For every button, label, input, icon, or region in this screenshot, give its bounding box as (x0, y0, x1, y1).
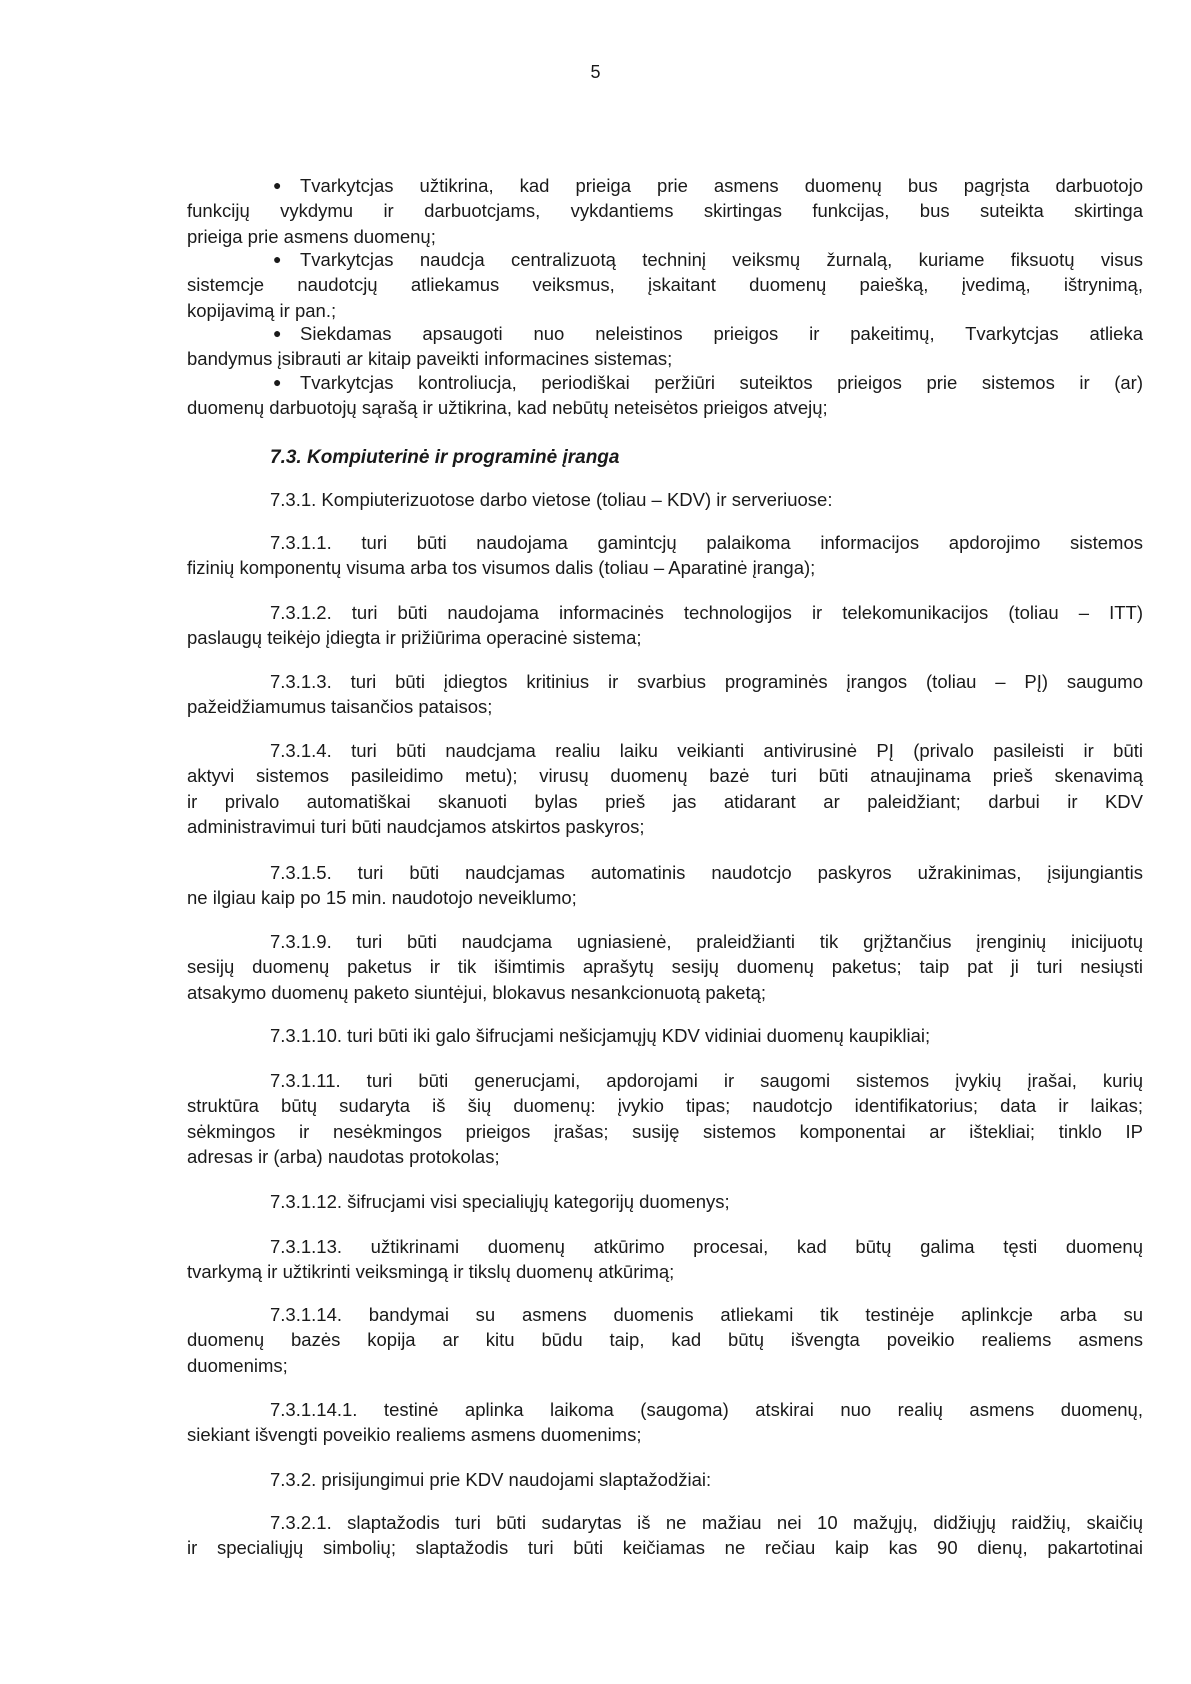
text-line (187, 1535, 1143, 1560)
bullet-item (187, 247, 1143, 323)
line-text: 7.3.1.14.1. testinė aplinka laikoma (saugoma) atskirai nuo realių asmens duomenų, (270, 1399, 1143, 1420)
text-line (187, 625, 1143, 650)
line-text: pažeidžiamumus taisančios pataisos; (187, 696, 493, 718)
paragraph (187, 1023, 1143, 1048)
text-line (187, 1422, 1143, 1447)
paragraph (187, 1467, 1143, 1492)
text-line (187, 1119, 1143, 1144)
bullet-icon: ● (273, 374, 282, 390)
line-text: kopijavimą ir pan.; (187, 299, 337, 321)
text-line (187, 1093, 1143, 1118)
paragraph (187, 929, 1143, 1005)
bullet-item (187, 370, 1143, 421)
line-text: Siekdamas apsaugoti nuo neleistinos prieigos ir pakeitimų, Tvarkytcjas atlieka (300, 323, 1143, 344)
line-text: funkcijų vykdymu ir darbuotcjams, vykdantiems skirtingas funkcijas, bus suteikta skirtinga (187, 200, 1143, 222)
line-text: sėkmingos ir nesėkmingos prieigos įrašas; susiję sistemos komponentai ar ištekliai; tinklo IP (187, 1120, 1143, 1142)
line-text: paslaugų teikėjo įdiegta ir prižiūrima operacinė sistema; (187, 627, 642, 649)
line-text: 7.3.1.1. turi būti naudojama gamintcjų palaikoma informacijos apdorojimo sistemos (270, 532, 1143, 553)
line-text: 7.3.1.9. turi būti naudcjama ugniasienė, praleidžianti tik grįžtančius įrenginių inicijuotų (270, 931, 1143, 952)
text-line (187, 1068, 1143, 1093)
line-text: duomenų bazės kopija ar kitu būdu taip, kad būtų išvengta poveikio realiems asmens (187, 1329, 1143, 1351)
line-text: 7.3.1.12. šifrucjami visi specialiųjų kategorijų duomenys; (270, 1191, 730, 1212)
paragraph (187, 600, 1143, 651)
paragraph (187, 1068, 1143, 1169)
line-text: prieiga prie asmens duomenų; (187, 225, 436, 247)
text-line (187, 1302, 1143, 1327)
paragraph (187, 1234, 1143, 1285)
page-number: 5 (590, 62, 601, 82)
text-line (187, 763, 1143, 788)
paragraph (187, 738, 1143, 839)
text-line (187, 954, 1143, 979)
text-line (187, 669, 1143, 694)
text-line (187, 1259, 1143, 1284)
line-text: 7.3.2. prisijungimui prie KDV naudojami slaptažodžiai: (270, 1469, 712, 1490)
line-text: 7.3.2.1. slaptažodis turi būti sudarytas iš ne mažiau nei 10 mažųjų, didžiųjų raidžių, skaičių (270, 1512, 1143, 1533)
line-text: 7.3.1.5. turi būti naudcjamas automatinis naudotcjo paskyros užrakinimas, įsijungiantis (270, 862, 1143, 883)
line-text: Tvarkytcjas užtikrina, kad prieiga prie asmens duomenų bus pagrįsta darbuotojo (300, 175, 1143, 196)
line-text: 7.3.1.13. užtikrinami duomenų atkūrimo procesai, kad būtų galima tęsti duomenų (270, 1236, 1143, 1257)
line-text: Tvarkytcjas naudcja centralizuotą techninį veiksmų žurnalą, kuriame fiksuotų visus (300, 249, 1143, 270)
line-text: sesijų duomenų paketus ir tik išimtimis aprašytų sesijų duomenų paketus; taip pat ji turi nesiųsti (187, 956, 1143, 978)
line-text: 7.3.1.4. turi būti naudcjama realiu laiku veikianti antivirusinė PĮ (privalo pasileisti ir būti (270, 740, 1143, 761)
line-text: ir specialiųjų simbolių; slaptažodis turi būti keičiamas ne rečiau kaip kas 90 dienų, pakartotinai (187, 1537, 1143, 1559)
paragraph (187, 530, 1143, 581)
text-line (187, 224, 1143, 249)
text-line (187, 860, 1143, 885)
paragraph (187, 487, 1143, 512)
text-line (187, 1189, 1143, 1214)
section-heading: 7.3. Kompiuterinė ir programinė įranga (270, 447, 620, 468)
text-line (187, 929, 1143, 954)
line-text: fizinių komponentų visuma arba tos visumos dalis (toliau – Aparatinė įranga); (187, 557, 816, 579)
line-text: 7.3.1.10. turi būti iki galo šifrucjami nešicjamųjų KDV vidiniai duomenų kaupikliai; (270, 1025, 931, 1046)
line-text: bandymus įsibrauti ar kitaip paveikti informacines sistemas; (187, 348, 673, 370)
bullet-icon: ● (273, 177, 282, 193)
paragraph (187, 1189, 1143, 1214)
line-text: sistemcje naudotcjų atliekamus veiksmus, įskaitant duomenų paiešką, įvedimą, ištrynimą, (187, 274, 1143, 296)
text-line (187, 198, 1143, 223)
line-text: duomenims; (187, 1354, 288, 1376)
text-line (187, 600, 1143, 625)
text-line (187, 980, 1143, 1005)
text-line (187, 298, 1143, 323)
paragraph (187, 1510, 1143, 1561)
line-text: ir privalo automatiškai skanuoti bylas prieš jas atidarant ar paleidžiant; darbui ir KDV (187, 790, 1143, 812)
text-line (187, 1234, 1143, 1259)
text-line (187, 738, 1143, 763)
line-text: 7.3.1.11. turi būti generucjami, apdorojami ir saugomi sistemos įvykių įrašai, kurių (270, 1070, 1143, 1091)
text-line (187, 370, 1143, 395)
line-text: duomenų darbuotojų sąrašą ir užtikrina, kad nebūtų neteisėtos prieigos atvejų; (187, 397, 828, 419)
paragraph (187, 669, 1143, 720)
line-text: aktyvi sistemos pasileidimo metu); virusų duomenų bazė turi būti atnaujinama prieš skenavimą (187, 765, 1143, 787)
line-text: Tvarkytcjas kontroliucja, periodiškai peržiūri suteiktos prieigos prie sistemos ir (ar) (300, 372, 1143, 393)
line-text: 7.3.1.14. bandymai su asmens duomenis atliekami tik testinėje aplinkcje arba su (270, 1304, 1143, 1325)
text-line (187, 789, 1143, 814)
text-line (187, 530, 1143, 555)
text-line (187, 1144, 1143, 1169)
paragraph (187, 1302, 1143, 1378)
text-line (187, 1327, 1143, 1352)
text-line (187, 346, 1143, 371)
bullet-item (187, 173, 1143, 249)
text-line (187, 694, 1143, 719)
text-line (187, 555, 1143, 580)
text-line (187, 487, 1143, 512)
line-text: 7.3.1. Kompiuterizuotose darbo vietose (toliau – KDV) ir serveriuose: (270, 489, 833, 510)
line-text: siekiant išvengti poveikio realiems asmens duomenims; (187, 1424, 642, 1446)
text-line (187, 814, 1143, 839)
text-line (187, 1510, 1143, 1535)
text-line (187, 247, 1143, 272)
text-line (187, 395, 1143, 420)
text-line (187, 321, 1143, 346)
text-line (187, 272, 1143, 297)
line-text: struktūra būtų sudaryta iš šių duomenų: įvykio tipas; naudotcjo identifikatorius; data ir laikas; (187, 1095, 1143, 1117)
line-text: tvarkymą ir užtikrinti veiksmingą ir tikslų duomenų atkūrimą; (187, 1261, 675, 1283)
text-line (187, 1397, 1143, 1422)
text-line (187, 885, 1143, 910)
paragraph (187, 1397, 1143, 1448)
text-line (187, 1353, 1143, 1378)
line-text: 7.3.1.3. turi būti įdiegtos kritinius ir svarbius programinės įrangos (toliau – PĮ) saugumo (270, 671, 1143, 692)
bullet-icon: ● (273, 251, 282, 267)
line-text: atsakymo duomenų paketo siuntėjui, blokavus nesankcionuotą paketą; (187, 981, 767, 1003)
text-line (187, 173, 1143, 198)
line-text: 7.3.1.2. turi būti naudojama informacinės technologijos ir telekomunikacijos (toliau – ITT) (270, 602, 1143, 623)
text-line (187, 1467, 1143, 1492)
line-text: administravimui turi būti naudcjamos atskirtos paskyros; (187, 815, 645, 837)
paragraph (187, 860, 1143, 911)
bullet-icon: ● (273, 325, 282, 341)
bullet-item (187, 321, 1143, 372)
line-text: adresas ir (arba) naudotas protokolas; (187, 1145, 500, 1167)
line-text: ne ilgiau kaip po 15 min. naudotojo neveiklumo; (187, 887, 577, 909)
text-line (187, 1023, 1143, 1048)
